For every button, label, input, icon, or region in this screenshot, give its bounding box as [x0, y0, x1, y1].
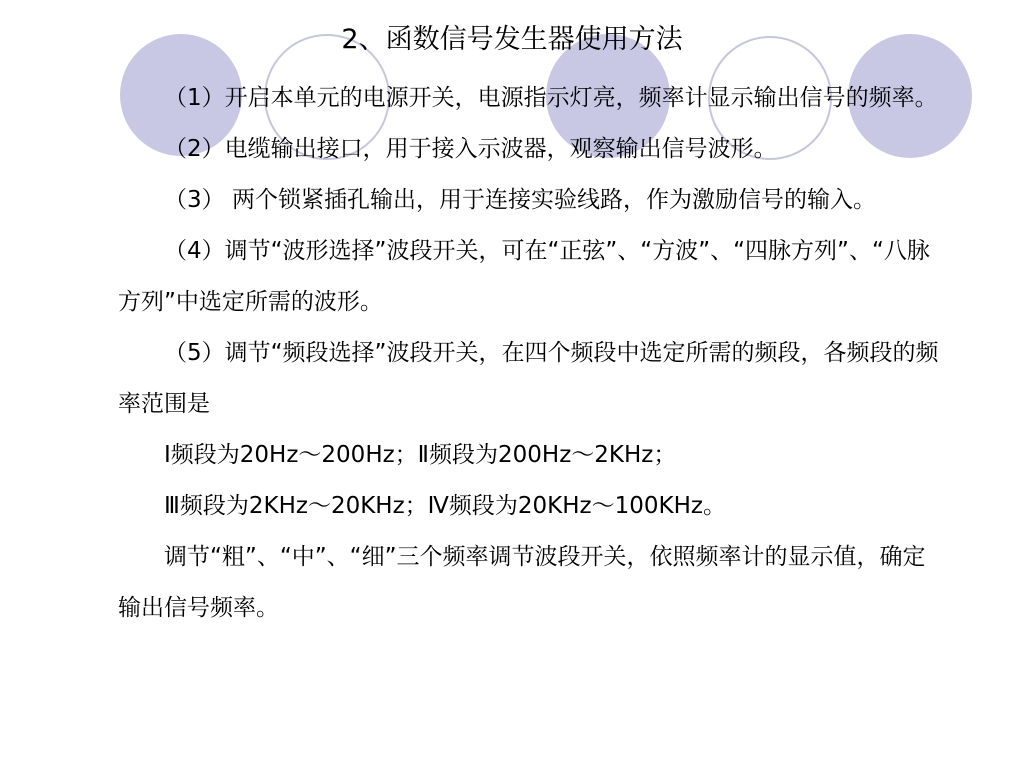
frequency-range-2: Ⅲ频段为2KHz～20KHz；Ⅳ频段为20KHz～100KHz。 [164, 493, 726, 519]
slide-title: 2、函数信号发生器使用方法 [341, 24, 683, 55]
paragraph-4: （4）调节“波形选择”波段开关，可在“正弦”、“方波”、“四脉方列”、“八脉方列”中选定所需的波形。 [118, 238, 930, 315]
paragraph-2: （2）电缆输出接口，用于接入示波器，观察输出信号波形。 [164, 136, 777, 162]
frequency-range-1: Ⅰ频段为20Hz～200Hz；Ⅱ频段为200Hz～2KHz； [164, 442, 677, 468]
paragraph-6: 调节“粗”、“中”、“细”三个频率调节波段开关，依照频率计的显示值，确定输出信号频率。 [118, 544, 926, 621]
paragraph-5: （5）调节“频段选择”波段开关，在四个频段中选定所需的频段，各频段的频率范围是 [118, 340, 939, 417]
slide-body [118, 73, 948, 634]
paragraph-1: （1）开启本单元的电源开关，电源指示灯亮，频率计显示输出信号的频率。 [164, 85, 938, 111]
paragraph-3: （3） 两个锁紧插孔输出，用于连接实验线路，作为激励信号的输入。 [164, 187, 876, 213]
